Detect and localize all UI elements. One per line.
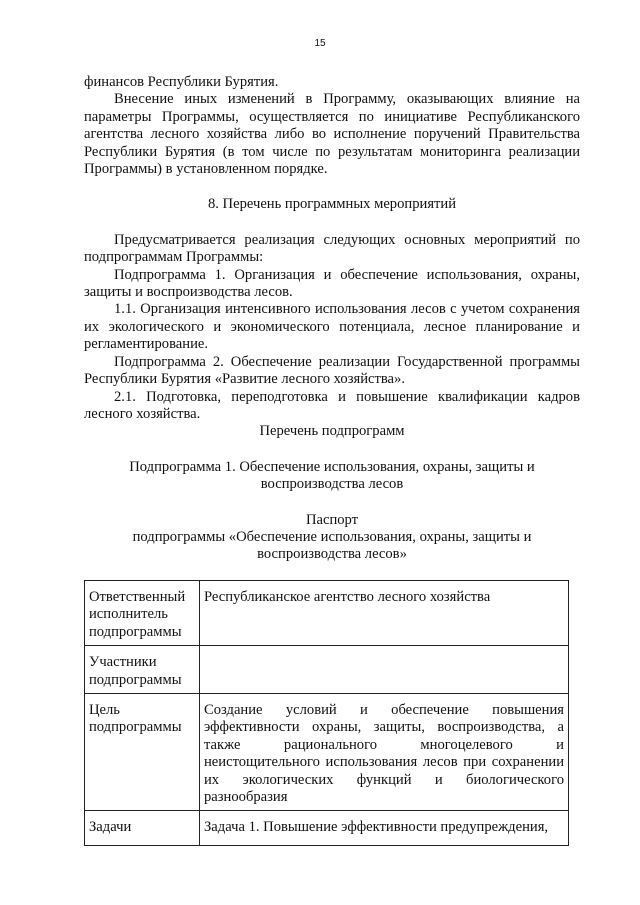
paragraph-continuation: финансов Республики Бурятия. [84, 74, 279, 90]
page-number: 15 [314, 38, 326, 49]
paragraph-item-2-1: 2.1. Подготовка, переподготовка и повышение квалификации кадров лесного хозяйства. [84, 388, 580, 422]
subprograms-list-heading: Перечень подпрограмм [259, 423, 405, 440]
paragraph-subprogram-2: Подпрограмма 2. Обеспечение реализации Государственной программы Республики Бурятия «Развитие лесного хозяйства». [84, 353, 580, 388]
row-label-participants: Участники подпрограммы [85, 646, 200, 694]
row-label-goal: Цель подпрограммы [85, 694, 200, 811]
passport-table [84, 580, 569, 846]
document-body [84, 74, 580, 564]
table-row [85, 694, 569, 811]
row-label-executor: Ответственный исполнитель подпрограммы [85, 581, 200, 646]
row-value-participants [200, 646, 569, 694]
subprogram-1-title-line-1: Подпрограмма 1. Обеспечение использования, охраны, защиты и [129, 458, 535, 475]
paragraph-item-1-1: 1.1. Организация интенсивного использования лесов с учетом сохранения их экологического и экономического потенциала, лесное планирование и регламентирование. [84, 301, 580, 353]
passport-subtitle-line-1: подпрограммы «Обеспечение использования, охраны, защиты и [132, 528, 532, 545]
table-row [85, 811, 569, 846]
subprogram-1-title-line-2: воспроизводства лесов [260, 476, 404, 493]
passport-title: Паспорт [305, 511, 359, 528]
row-label-tasks: Задачи [85, 811, 200, 846]
row-value-goal: Создание условий и обеспечение повышения эффективности охраны, защиты, воспроизводства, а также рационального многоцелевого и неистощительного использования лесов при сохранении их экологических функций и биологического разнообразия [200, 694, 569, 811]
paragraph-intro: Предусматривается реализация следующих основных мероприятий по подпрограммам Программы: [84, 231, 580, 266]
table-row [85, 646, 569, 694]
paragraph-changes: Внесение иных изменений в Программу, оказывающих влияние на параметры Программы, осуществляется по инициативе Республиканского агентства лесного хозяйства либо во исполнение поручений Правительства Республики Бурятия (в том числе по результатам мониторинга реализации Программы) в установленном порядке. [84, 91, 580, 178]
paragraph-subprogram-1: Подпрограмма 1. Организация и обеспечение использования, охраны, защиты и воспроизводства лесов. [84, 266, 580, 301]
passport-subtitle-line-2: воспроизводства лесов» [257, 546, 407, 563]
table-row [85, 581, 569, 646]
row-value-tasks: Задача 1. Повышение эффективности предупреждения, [200, 811, 569, 846]
section-heading: 8. Перечень программных мероприятий [207, 196, 457, 213]
row-value-executor: Республиканское агентство лесного хозяйства [200, 581, 569, 646]
